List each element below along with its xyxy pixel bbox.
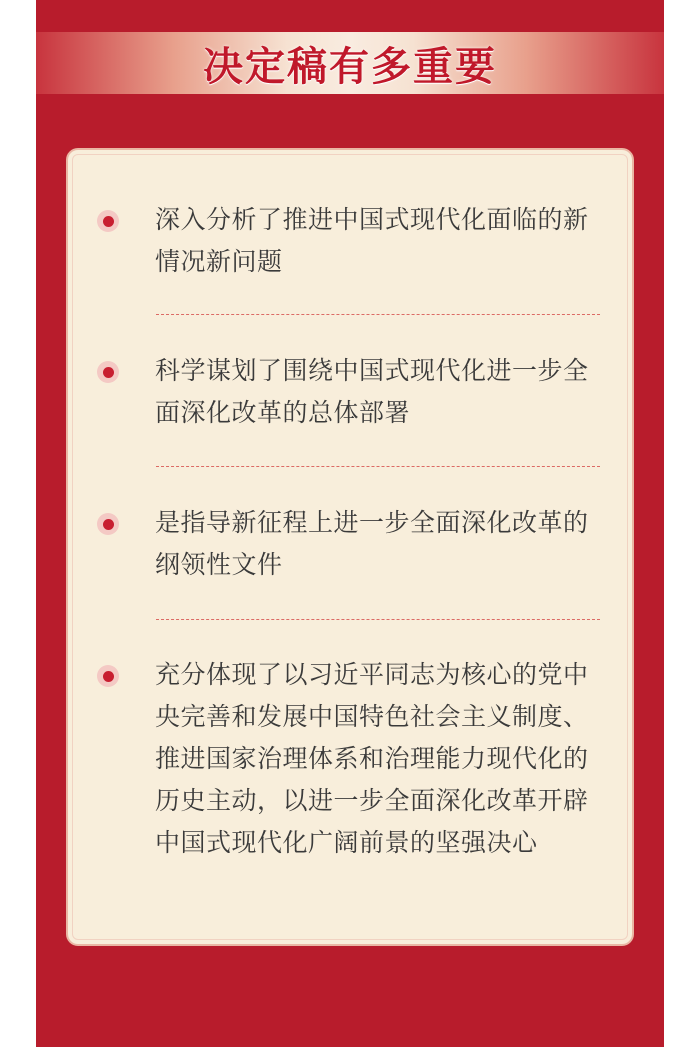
bullet-dot-icon	[97, 210, 119, 232]
item-text-1: 深入分析了推进中国式现代化面临的新情况新问题	[155, 205, 589, 276]
content-card	[66, 148, 634, 946]
red-panel	[36, 0, 664, 1047]
dashed-divider-1	[156, 314, 600, 315]
bullet-dot-icon	[97, 513, 119, 535]
dashed-divider-2	[156, 466, 600, 467]
page-title: 决定稿有多重要	[203, 43, 497, 90]
item-text-4: 充分体现了以习近平同志为核心的党中央完善和发展中国特色社会主义制度、推进国家治理体系和治理能力现代化的历史主动，以进一步全面深化改革开辟中国式现代化广阔前景的坚强决心	[155, 660, 589, 857]
title-banner	[36, 32, 664, 94]
dashed-divider-3	[156, 619, 600, 620]
item-text-2: 科学谋划了围绕中国式现代化进一步全面深化改革的总体部署	[155, 356, 589, 427]
item-text-3: 是指导新征程上进一步全面深化改革的纲领性文件	[155, 508, 589, 579]
bullet-dot-icon	[97, 361, 119, 383]
bullet-dot-icon	[97, 665, 119, 687]
